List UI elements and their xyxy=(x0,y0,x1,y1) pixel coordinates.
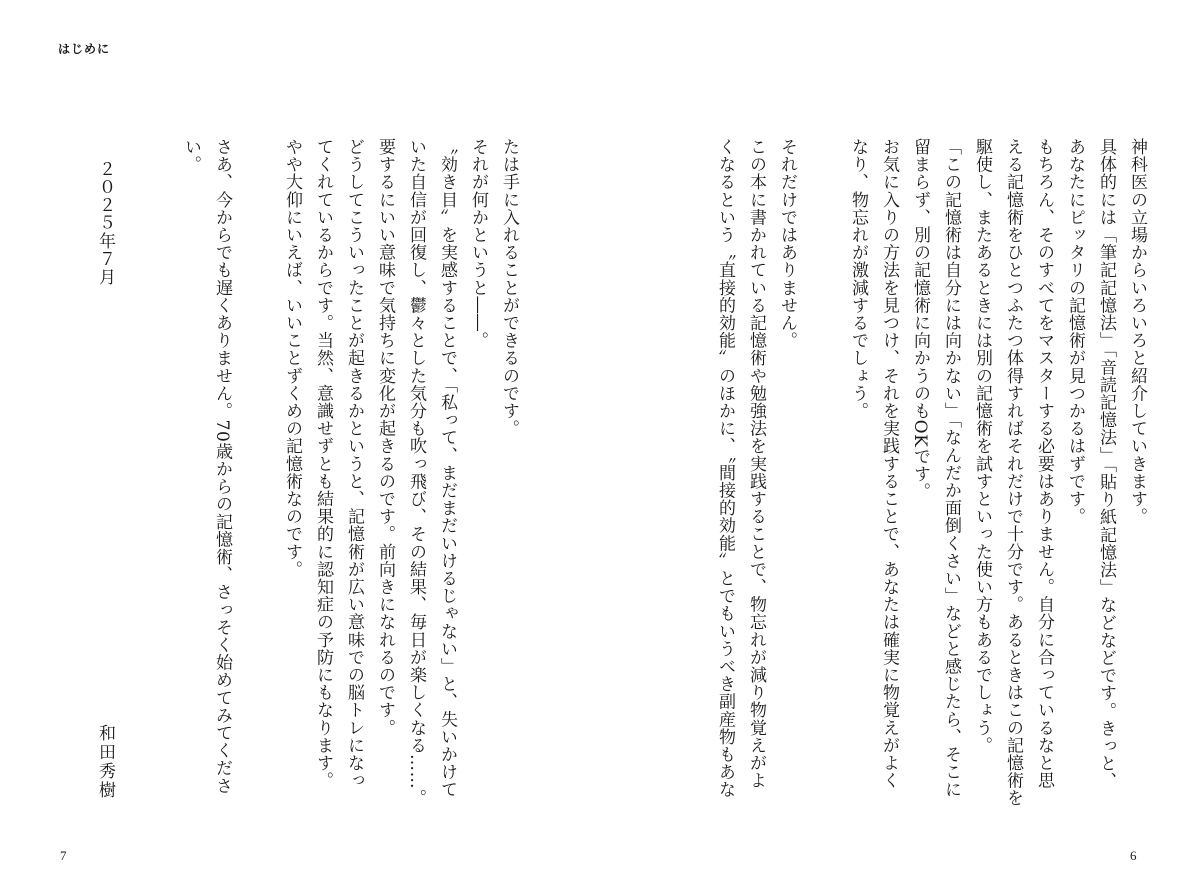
signature-date: ２０２５年７月 xyxy=(95,160,115,286)
text-line: 具体的には「筆記記憶法」「音読記憶法」「貼り紙記憶法」などなどです。きっと、 xyxy=(1096,138,1116,790)
text-line: くなるという〝直接的効能〟のほかに、〝間接的効能〟とでもいうべき副産物もあな xyxy=(715,138,735,799)
text-line: この本に書かれている記憶術や勉強法を実践することで、物忘れが減り物覚えがよ xyxy=(746,138,766,790)
text-line: お気に入りの方法を見つけ、それを実践することで、あなたは確実に物覚えがよく xyxy=(879,138,899,790)
text-line: い。 xyxy=(181,138,201,174)
text-line: やや大仰にいえば、いいことずくめの記憶術なのです。 xyxy=(282,138,302,578)
text-line: 要するにいい意味で気持ちに変化が起きるのです。前向きになれるのです。 xyxy=(375,138,395,737)
text-line: いた自信が回復し、鬱々とした気分も吹っ飛び、その結果、毎日が楽しくなる……。 xyxy=(406,138,426,807)
text-line: 〝効き目〟を実感することで、「私って、まだまだいけるじゃない」と、失いかけて xyxy=(437,138,457,799)
text-line: 「この記憶術は自分には向かない」「なんだか面倒くさい」などと感じたら、そこに xyxy=(941,138,961,799)
text-line: なり、物忘れが激減するでしょう。 xyxy=(848,138,868,420)
text-line: える記憶術をひとつふたつ体得すればそれだけで十分です。あるときはこの記憶術を xyxy=(1003,138,1023,807)
text-line: 神科医の立場からいろいろと紹介していきます。 xyxy=(1127,138,1147,526)
page-number-right: 6 xyxy=(1130,848,1137,863)
text-line: あなたにピッタリの記憶術が見つかるはずです。 xyxy=(1065,138,1085,526)
text-line: もちろん、そのすべてをマスターする必要はありません。自分に合っているなと思 xyxy=(1034,138,1054,790)
text-line: さあ、今からでも遅くありません。70歳からの記憶術、さっそく始めてみてくださ xyxy=(212,138,232,795)
page-number-left: 7 xyxy=(60,848,67,863)
text-line: それだけではありません。 xyxy=(777,138,797,350)
section-title: はじめに xyxy=(58,42,111,56)
text-line: てくれているからです。当然、意識せずとも結果的に認知症の予防にもなります。 xyxy=(313,138,333,790)
signature-author: 和田秀樹 xyxy=(95,724,115,800)
text-line: それが何かというと――。 xyxy=(468,138,488,350)
text-line: 留まらず、別の記憶術に向かうのもOKです。 xyxy=(910,138,930,501)
text-line: 駆使し、またあるときには別の記憶術を試すといった使い方もあるでしょう。 xyxy=(972,138,992,754)
text-line: どうしてこういったことが起きるかというと、記憶術が広い意味での脳トレになっ xyxy=(344,138,364,790)
text-line: たは手に入れることができるのです。 xyxy=(499,138,519,438)
